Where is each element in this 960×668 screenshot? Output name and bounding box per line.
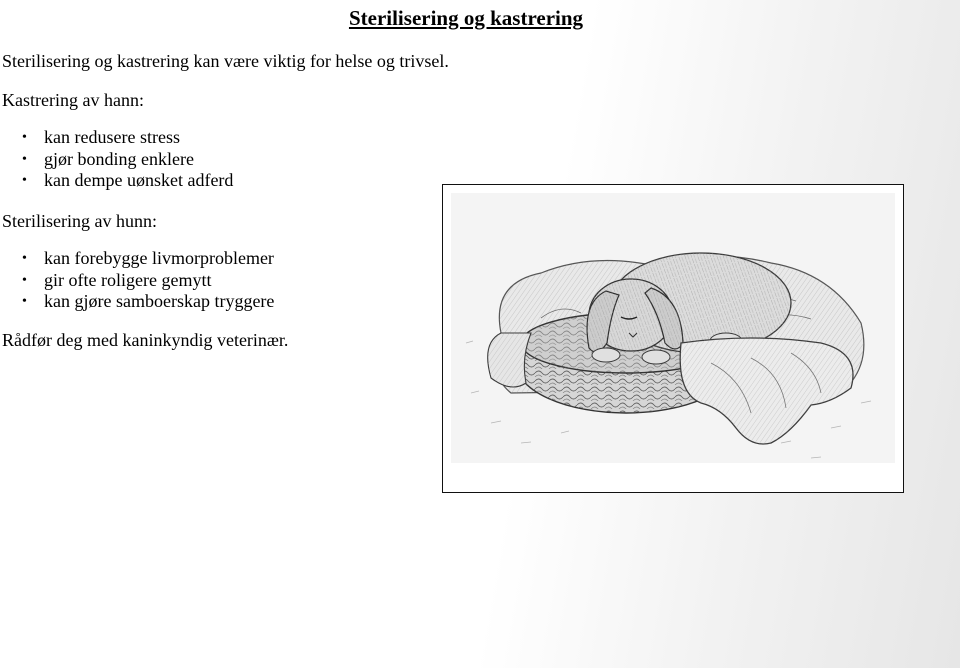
list-item-text: kan dempe uønsket adferd xyxy=(44,170,234,190)
list-item-text: kan redusere stress xyxy=(44,127,180,147)
bullet-icon: • xyxy=(22,130,27,145)
male-benefits-list xyxy=(0,127,233,192)
bullet-icon: • xyxy=(22,251,27,266)
illustration-frame xyxy=(442,184,904,493)
list-item-text: gir ofte roligere gemytt xyxy=(44,269,212,290)
list-item xyxy=(0,270,274,292)
female-benefits-list xyxy=(0,248,274,313)
list-item xyxy=(0,149,233,171)
list-item-text: gjør bonding enklere xyxy=(44,148,194,169)
bullet-icon: • xyxy=(22,151,27,167)
rabbit-in-basket-illustration xyxy=(451,193,895,485)
list-item-text: kan gjøre samboerskap tryggere xyxy=(44,291,275,311)
list-item xyxy=(0,127,233,149)
bullet-icon: • xyxy=(22,173,27,188)
list-item-text: kan forebygge livmorproblemer xyxy=(44,248,274,268)
bullet-icon: • xyxy=(22,272,27,288)
female-section-heading: Sterilisering av hunn: xyxy=(2,211,157,231)
intro-text: Sterilisering og kastrering kan være viktig for helse og trivsel. xyxy=(2,51,449,71)
page-title: Sterilisering og kastrering xyxy=(348,6,584,30)
vet-advice-text: Rådfør deg med kaninkyndig veterinær. xyxy=(2,330,289,350)
list-item xyxy=(0,170,233,192)
male-section-heading: Kastrering av hann: xyxy=(2,90,144,110)
bullet-icon: • xyxy=(22,294,27,309)
list-item xyxy=(0,291,274,313)
list-item xyxy=(0,248,274,270)
